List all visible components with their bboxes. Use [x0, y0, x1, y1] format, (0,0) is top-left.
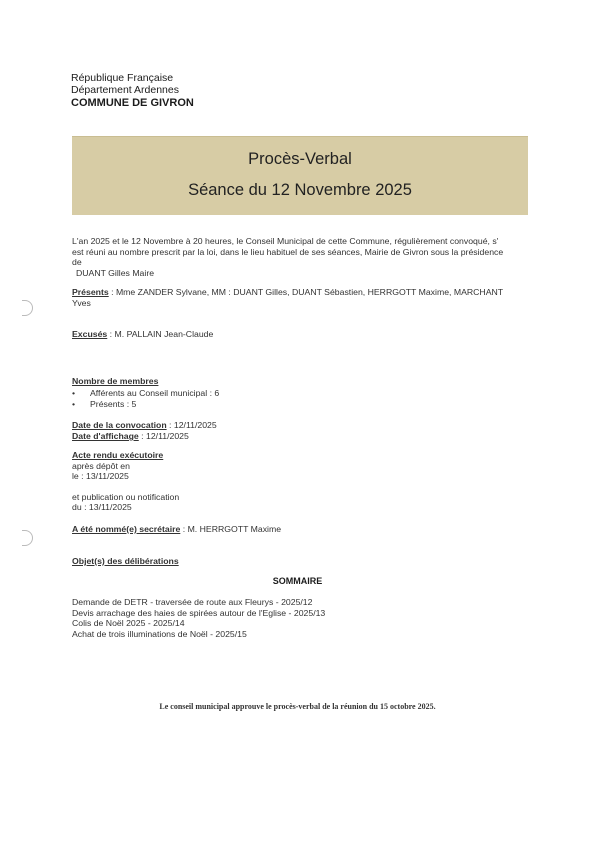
- date-convocation: [72, 420, 217, 431]
- executoire-line-1: après dépôt en: [72, 460, 130, 471]
- secretaire-block: [72, 524, 281, 535]
- membres-item-presents: [72, 399, 136, 410]
- date-affichage-value: : 12/11/2025: [138, 431, 189, 441]
- objets-label: Objet(s) des délibérations: [72, 556, 179, 566]
- title-banner: [72, 136, 528, 215]
- date-affichage-label: Date d'affichage: [72, 431, 139, 441]
- intro-line-3: de: [72, 257, 82, 267]
- membres-label: Nombre de membres: [72, 376, 159, 386]
- executoire-line-3: et publication ou notification: [72, 491, 180, 502]
- sommaire-item: Achat de trois illuminations de Noël - 2025/15: [72, 628, 247, 639]
- executoire-line-2: le : 13/11/2025: [72, 471, 129, 481]
- executoire-block: [72, 450, 179, 513]
- commune-line: COMMUNE DE GIVRON: [71, 97, 194, 109]
- presents-block: [72, 287, 503, 308]
- excuses-block: [72, 329, 213, 340]
- excuses-label: Excusés: [72, 329, 108, 339]
- intro-line-4: DUANT Gilles Maire: [76, 267, 155, 278]
- presents-text: : Mme ZANDER Sylvane, MM : DUANT Gilles, DUANT Sébastien, HERRGOTT Maxime, MARCHANT: [108, 287, 504, 297]
- sommaire-item: Demande de DETR - traversée de route aux Fleurys - 2025/12: [72, 597, 313, 607]
- membres-item-afferents: [72, 388, 219, 399]
- approval-note: Le conseil municipal approuve le procès-verbal de la réunion du 15 octobre 2025.: [159, 702, 436, 711]
- republique-line: République Française: [71, 72, 174, 84]
- presents-label: Présents: [72, 287, 109, 297]
- punch-hole-icon: [22, 530, 33, 546]
- membres-item-text: Afférents au Conseil municipal : 6: [90, 388, 220, 398]
- excuses-text: : M. PALLAIN Jean-Claude: [107, 329, 214, 339]
- executoire-line-4: du : 13/11/2025: [72, 502, 132, 512]
- membres-item-text: Présents : 5: [90, 399, 137, 409]
- presents-text-cont: Yves: [72, 297, 91, 308]
- date-convocation-value: : 12/11/2025: [166, 420, 217, 430]
- secretaire-value: : M. HERRGOTT Maxime: [180, 524, 282, 534]
- date-convocation-label: Date de la convocation: [72, 420, 167, 430]
- document-title: Procès-Verbal: [248, 150, 352, 168]
- intro-paragraph: [72, 236, 503, 278]
- intro-line-2: est réuni au nombre prescrit par la loi, dans le lieu habituel de ses séances, Mairie de Givron sous la présidence: [72, 246, 504, 257]
- secretaire-label: A été nommé(e) secrétaire: [72, 524, 181, 534]
- departement-line: Département Ardennes: [71, 84, 179, 96]
- punch-hole-icon: [22, 300, 33, 316]
- sommaire-list: [72, 597, 325, 639]
- session-date-title: Séance du 12 Novembre 2025: [188, 181, 412, 199]
- executoire-label: Acte rendu exécutoire: [72, 450, 164, 460]
- date-affichage: [72, 431, 189, 442]
- intro-line-1: L'an 2025 et le 12 Novembre à 20 heures, le Conseil Municipal de cette Commune, régulièrement convoqué, s': [72, 236, 499, 246]
- sommaire-title: SOMMAIRE: [272, 576, 323, 586]
- bullet-icon: •: [72, 399, 76, 409]
- sommaire-item: Colis de Noël 2025 - 2025/14: [72, 618, 185, 628]
- bullet-icon: •: [72, 388, 76, 398]
- sommaire-item: Devis arrachage des haies de spirées autour de l'Eglise - 2025/13: [72, 607, 326, 618]
